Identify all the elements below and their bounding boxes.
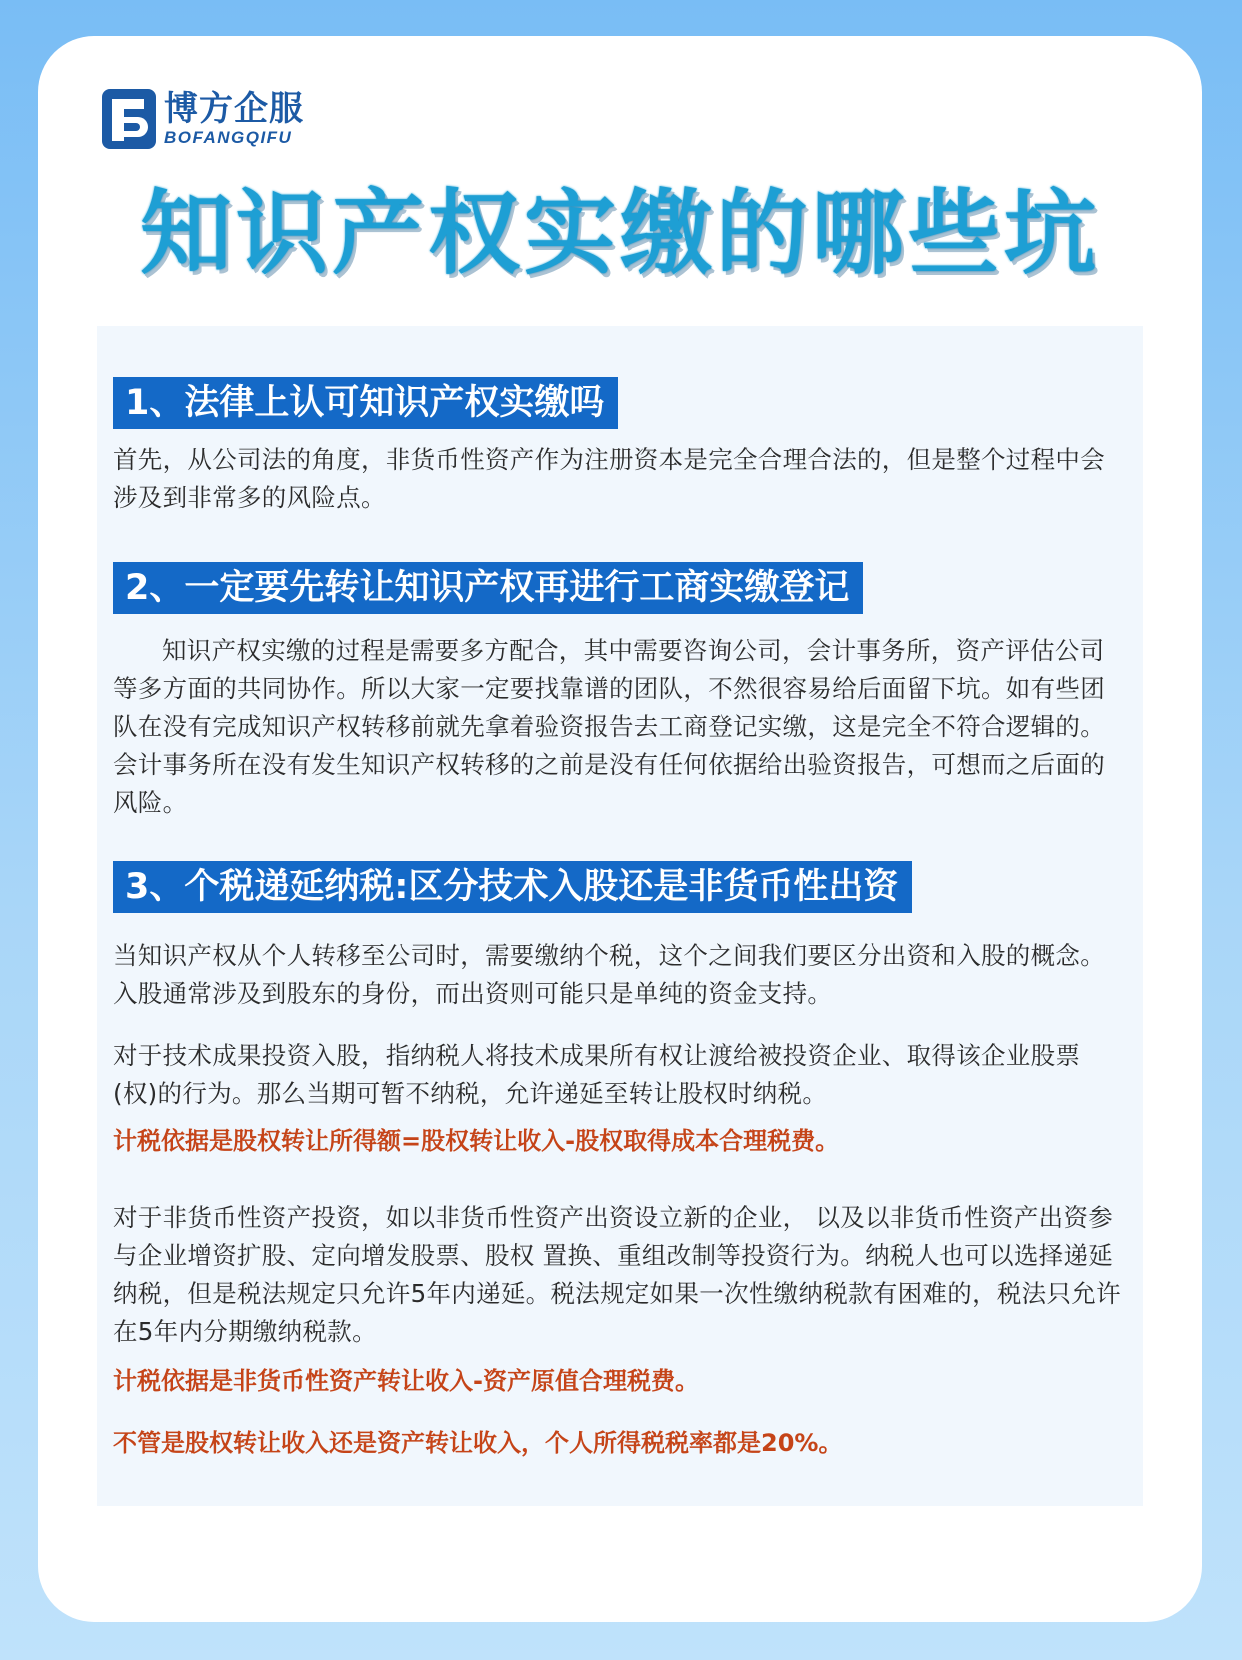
brand-name-cn: 博方企服 bbox=[164, 89, 304, 129]
section-2-heading: 2、一定要先转让知识产权再进行工商实缴登记 bbox=[113, 562, 863, 614]
page-title: 知识产权实缴的哪些坑 bbox=[139, 180, 1100, 287]
tax-basis-note-1: 计税依据是股权转让所得额=股权转让收入-股权取得成本合理税费。 bbox=[113, 1127, 840, 1155]
section-2-paragraph: 知识产权实缴的过程是需要多方配合，其中需要咨询公司，会计事务所，资产评估公司等多方面的共同协作。所以大家一定要找靠谱的团队，不然很容易给后面留下坑。如有些团队在没有完成知识产权转移前就先拿着验资报告去工商登记实缴，这是完全不符合逻辑的。会计事务所在没有发生知识产权转移的之前是没有任何依据给出验资报告，可想而之后面的风险。 bbox=[113, 636, 1105, 817]
section-3-paragraph-3: 对于非货币性资产投资，如以非货币性资产出资设立新的企业， 以及以非货币性资产出资参与企业增资扩股、定向增发股票、股权 置换、重组改制等投资行为。纳税人也可以选择递延纳税，但是税法规定只允许5年内递延。税法规定如果一次性缴纳税款有困难的，税法只允许在5年内分期缴纳税款。 bbox=[113, 1203, 1121, 1346]
brand-name-en: BOFANGQIFU bbox=[164, 128, 293, 147]
section-3-heading: 3、个税递延纳税:区分技术入股还是非货币性出资 bbox=[113, 861, 912, 913]
tax-rate-note: 不管是股权转让收入还是资产转让收入，个人所得税税率都是20%。 bbox=[113, 1429, 843, 1457]
tax-basis-note-2: 计税依据是非货币性资产转让收入-资产原值合理税费。 bbox=[113, 1367, 699, 1395]
section-3-paragraph-1: 当知识产权从个人转移至公司时，需要缴纳个税，这个之间我们要区分出资和入股的概念。入股通常涉及到股东的身份，而出资则可能只是单纯的资金支持。 bbox=[113, 941, 1105, 1008]
section-1-heading: 1、法律上认可知识产权实缴吗 bbox=[113, 377, 618, 429]
section-3-paragraph-2: 对于技术成果投资入股，指纳税人将技术成果所有权让渡给被投资企业、取得该企业股票(权)的行为。那么当期可暂不纳税，允许递延至转让股权时纳税。 bbox=[113, 1041, 1081, 1108]
section-3 bbox=[113, 861, 1123, 1461]
brand-logo bbox=[100, 86, 304, 152]
content-card bbox=[38, 36, 1202, 1622]
section-1 bbox=[113, 377, 1123, 517]
section-1-paragraph: 首先，从公司法的角度，非货币性资产作为注册资本是完全合理合法的，但是整个过程中会涉及到非常多的风险点。 bbox=[113, 445, 1105, 512]
article-panel bbox=[97, 326, 1143, 1506]
section-2 bbox=[113, 562, 1123, 822]
bofang-logo-icon bbox=[100, 87, 158, 151]
